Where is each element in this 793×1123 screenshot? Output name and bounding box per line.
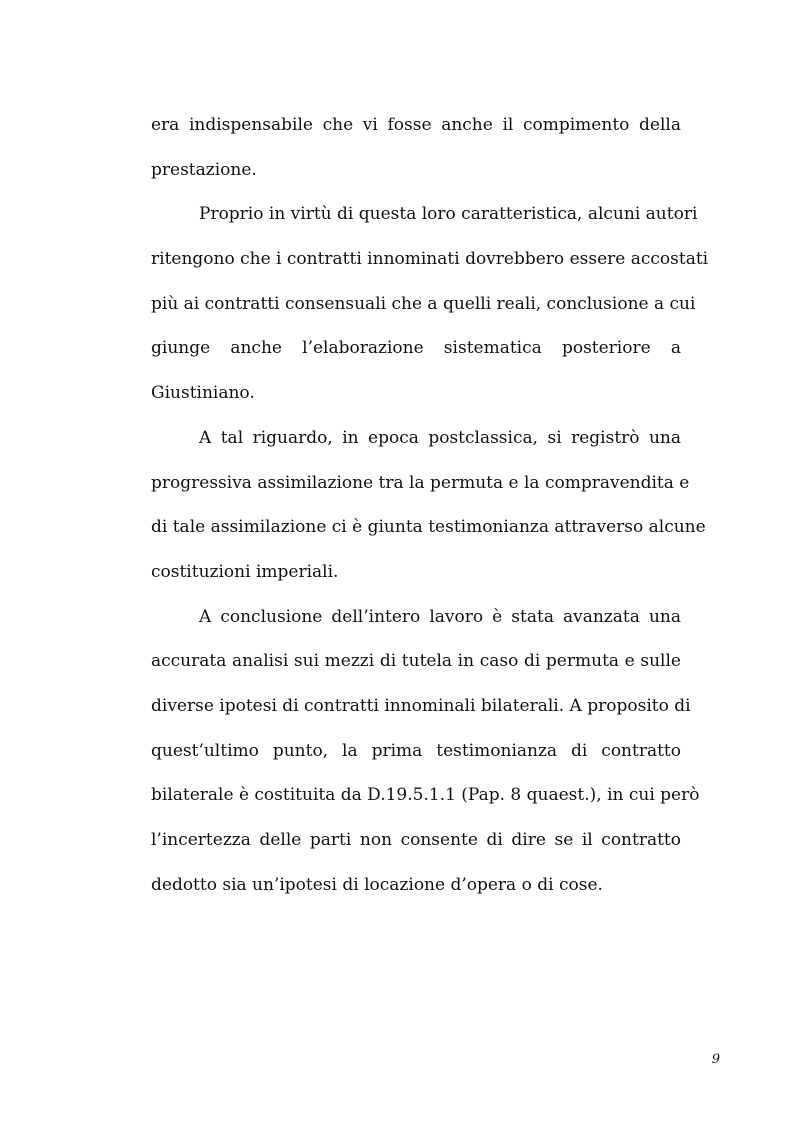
text-line: di tale assimilazione ci è giunta testimonianza attraverso alcune	[151, 517, 706, 538]
text-line: prestazione.	[151, 159, 257, 180]
text-line: l’incertezza delle parti non consente di dire se il contratto	[151, 830, 681, 850]
text-line: quest’ultimo punto, la prima testimonianza di contratto	[151, 740, 681, 761]
text-line: era indispensabile che vi fosse anche il compimento della	[151, 115, 681, 135]
text-line: Giustiniano.	[151, 383, 255, 404]
text-line: giunge anche l’elaborazione sistematica posteriore a	[151, 338, 681, 359]
text-line: più ai contratti consensuali che a quelli reali, conclusione a cui	[151, 293, 696, 314]
text-line: dedotto sia un’ipotesi di locazione d’opera o di cose.	[151, 874, 603, 895]
text-line: A conclusione dell’intero lavoro è stata avanzata una	[199, 606, 681, 627]
text-line: Proprio in virtù di questa loro caratteristica, alcuni autori	[199, 204, 698, 225]
text-line: ritengono che i contratti innominati dovrebbero essere accostati	[151, 249, 709, 270]
text-line: A tal riguardo, in epoca postclassica, si registrò una	[199, 427, 681, 448]
text-line: costituzioni imperiali.	[151, 561, 339, 582]
page-number: 9	[711, 1052, 720, 1067]
text-line: progressiva assimilazione tra la permuta e la compravendita e	[151, 472, 690, 493]
text-line: bilaterale è costituita da D.19.5.1.1 (Pap. 8 quaest.), in cui però	[151, 785, 700, 806]
text-line: diverse ipotesi di contratti innominali bilaterali. A proposito di	[151, 695, 691, 716]
text-line: accurata analisi sui mezzi di tutela in caso di permuta e sulle	[151, 651, 681, 672]
body-text	[151, 103, 709, 907]
